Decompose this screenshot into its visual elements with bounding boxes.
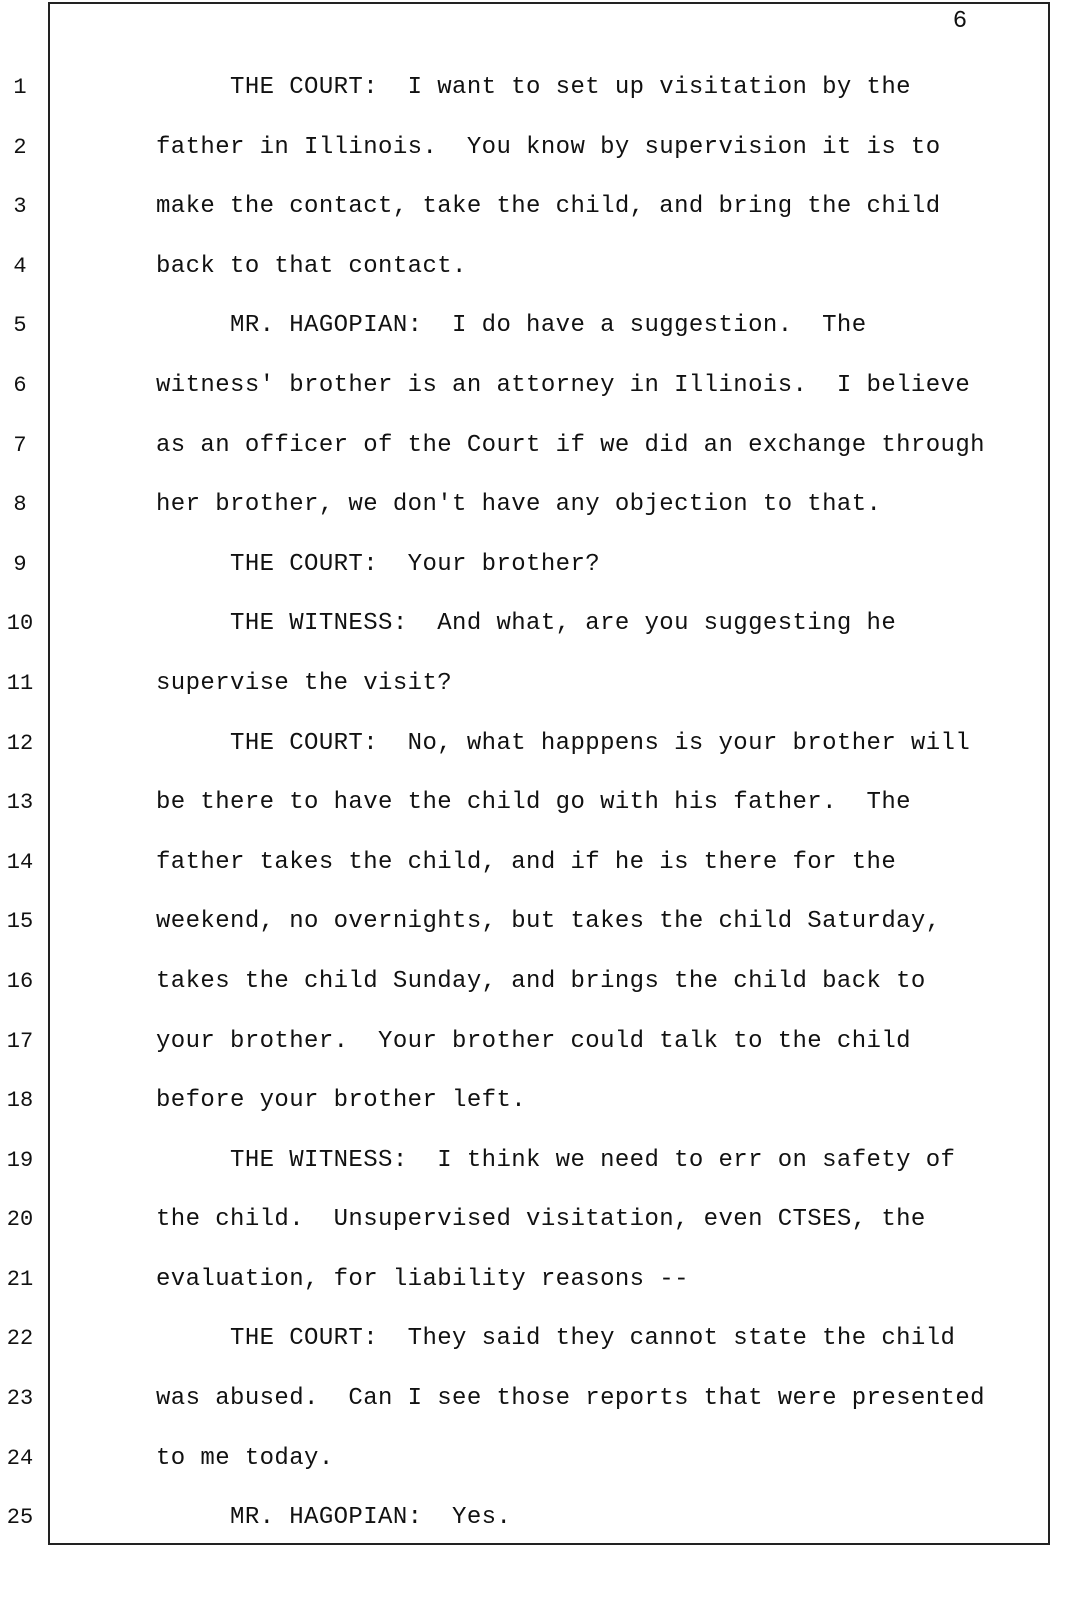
- transcript-line: her brother, we don't have any objection to that.: [156, 491, 882, 519]
- transcript-line: MR. HAGOPIAN: I do have a suggestion. The: [156, 312, 867, 340]
- line-number: 8: [13, 492, 27, 518]
- transcript-line: MR. HAGOPIAN: Yes.: [156, 1504, 512, 1532]
- transcript-line: THE COURT: I want to set up visitation by the: [156, 74, 911, 101]
- line-number: 9: [13, 551, 27, 577]
- transcript-line: was abused. Can I see those reports that were presented: [156, 1385, 985, 1413]
- transcript-line: be there to have the child go with his father. The: [156, 789, 911, 817]
- line-number: 14: [6, 849, 34, 875]
- page-number: 6: [952, 8, 968, 35]
- transcript-line: THE WITNESS: I think we need to err on safety of: [156, 1146, 956, 1174]
- transcript-body: [156, 58, 1046, 1548]
- line-number: 5: [13, 313, 27, 339]
- transcript-line: make the contact, take the child, and bring the child: [156, 193, 941, 221]
- transcript-line: supervise the visit?: [156, 669, 453, 697]
- transcript-line: back to that contact.: [156, 252, 467, 280]
- transcript-line: witness' brother is an attorney in Illinois. I believe: [156, 371, 971, 399]
- line-number: 21: [6, 1266, 34, 1292]
- line-number: 15: [6, 909, 34, 935]
- line-number: 10: [6, 611, 34, 637]
- line-number: 16: [6, 968, 34, 994]
- line-number: 2: [13, 134, 27, 160]
- transcript-line: your brother. Your brother could talk to the child: [156, 1027, 911, 1055]
- line-number: 20: [6, 1207, 34, 1233]
- line-number: 18: [6, 1088, 34, 1114]
- transcript-line: THE WITNESS: And what, are you suggesting he: [156, 610, 897, 638]
- transcript-line: before your brother left.: [156, 1087, 527, 1115]
- line-number: 1: [13, 75, 27, 100]
- transcript-line: THE COURT: Your brother?: [156, 550, 601, 578]
- transcript-line: as an officer of the Court if we did an exchange through: [156, 431, 985, 459]
- line-number: 13: [6, 790, 34, 816]
- line-number: 4: [13, 253, 27, 279]
- transcript-line: THE COURT: They said they cannot state the child: [156, 1325, 956, 1353]
- line-number: 19: [6, 1147, 34, 1173]
- transcript-line: weekend, no overnights, but takes the child Saturday,: [156, 908, 941, 936]
- transcript-line: father in Illinois. You know by supervision it is to: [156, 133, 941, 161]
- line-number: 23: [6, 1386, 34, 1412]
- line-number: 11: [6, 670, 34, 696]
- line-number: 7: [13, 432, 27, 458]
- line-number-column: [0, 58, 40, 1548]
- transcript-line: evaluation, for liability reasons --: [156, 1265, 689, 1293]
- transcript-line: to me today.: [156, 1444, 334, 1472]
- line-number: 3: [13, 194, 27, 220]
- line-number: 12: [6, 730, 34, 756]
- line-number: 24: [6, 1445, 34, 1471]
- line-number: 25: [6, 1505, 34, 1531]
- transcript-line: father takes the child, and if he is there for the: [156, 848, 897, 876]
- line-number: 17: [6, 1028, 34, 1054]
- line-number: 22: [6, 1326, 34, 1352]
- transcript-line: THE COURT: No, what happpens is your brother will: [156, 729, 971, 757]
- line-number: 6: [13, 372, 27, 398]
- transcript-line: takes the child Sunday, and brings the child back to: [156, 967, 926, 995]
- transcript-line: the child. Unsupervised visitation, even CTSES, the: [156, 1206, 926, 1234]
